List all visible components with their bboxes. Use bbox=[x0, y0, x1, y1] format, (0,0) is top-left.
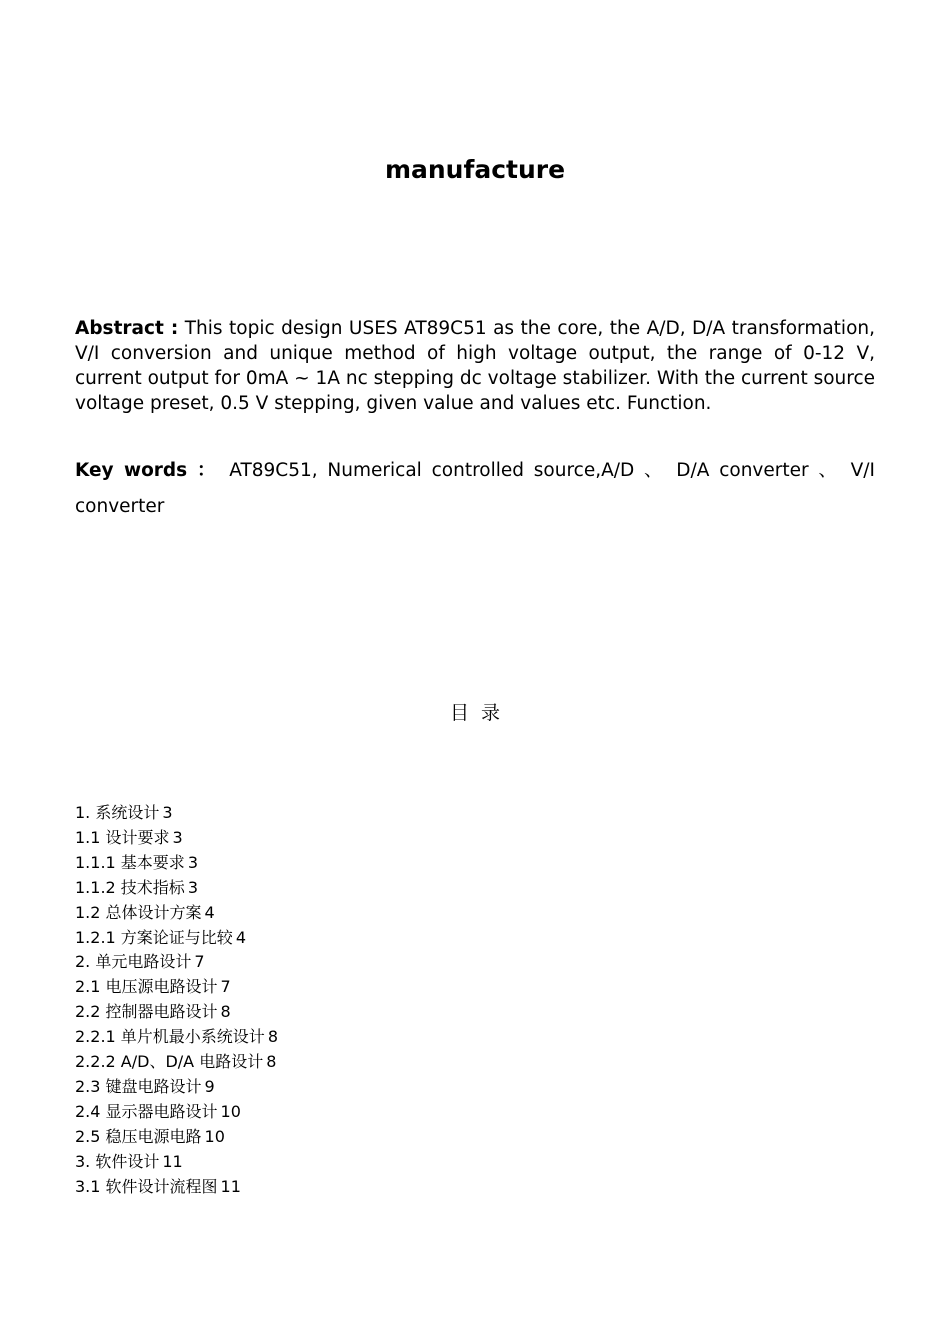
toc-entry[interactable] bbox=[75, 1050, 575, 1075]
toc-entry[interactable] bbox=[75, 876, 575, 901]
toc-entry-page: 8 bbox=[266, 1052, 277, 1072]
abstract-label: Abstract : bbox=[75, 318, 179, 339]
keywords-paragraph bbox=[75, 453, 875, 525]
toc-entry-page: 11 bbox=[220, 1176, 241, 1196]
abstract-text: This topic design USES AT89C51 as the core, the A/D, D/A transformation, V/I conversion and unique method of high voltage output, the range of 0-12 V, current output for 0mA ~ 1A nc stepping dc voltage stabilizer. With the current source voltage preset, 0.5 V stepping, given value and values etc. Function. bbox=[75, 318, 876, 414]
toc-entry-title: 1. 系统设计 bbox=[75, 803, 160, 822]
keywords-separator: ： bbox=[196, 460, 220, 481]
keywords-label: Key words bbox=[75, 460, 188, 481]
toc-entry-page: 3 bbox=[187, 852, 198, 872]
toc-entry-page: 4 bbox=[204, 902, 215, 922]
toc-entry-title: 2.2.1 单片机最小系统设计 bbox=[75, 1027, 265, 1047]
toc-entry-title: 3. 软件设计 bbox=[75, 1151, 160, 1171]
toc-entry[interactable] bbox=[75, 901, 575, 926]
toc-entry[interactable] bbox=[75, 1000, 575, 1025]
toc-entry-page: 11 bbox=[162, 1151, 183, 1171]
toc-entry-page: 3 bbox=[172, 827, 183, 847]
toc-entry-title: 2.2 控制器电路设计 bbox=[75, 1002, 218, 1022]
toc-entry[interactable] bbox=[75, 851, 575, 876]
toc-entry[interactable] bbox=[75, 1125, 575, 1150]
toc-entry-title: 3.1 软件设计流程图 bbox=[75, 1176, 218, 1196]
toc-entry-title: 2.3 键盘电路设计 bbox=[75, 1076, 202, 1096]
toc-entry[interactable] bbox=[75, 1025, 575, 1050]
toc-entry-page: 3 bbox=[162, 803, 173, 822]
abstract-paragraph bbox=[75, 316, 875, 416]
toc-entry-title: 1.2 总体设计方案 bbox=[75, 902, 202, 922]
toc-heading: 目 录 bbox=[449, 702, 501, 724]
toc-entry-page: 9 bbox=[204, 1076, 215, 1096]
toc-entry[interactable] bbox=[75, 926, 575, 951]
keywords-text: AT89C51, Numerical controlled source,A/D 、 D/A converter 、 V/I converter bbox=[75, 460, 875, 517]
toc-entry-page: 8 bbox=[220, 1002, 231, 1022]
document-title: manufacture bbox=[384, 155, 566, 184]
toc-entry-title: 2.4 显示器电路设计 bbox=[75, 1101, 218, 1121]
toc-entry-page: 10 bbox=[204, 1126, 225, 1146]
toc-entry-title: 1.2.1 方案论证与比较 bbox=[75, 927, 233, 947]
toc-entry-title: 1.1.2 技术指标 bbox=[75, 877, 185, 897]
toc-entry-title: 1.1.1 基本要求 bbox=[75, 852, 185, 872]
toc-entry[interactable] bbox=[75, 826, 575, 851]
toc-entry-title: 2. 单元电路设计 bbox=[75, 952, 192, 972]
toc-entry-page: 10 bbox=[220, 1101, 241, 1121]
toc-entry[interactable] bbox=[75, 1175, 575, 1200]
toc-entry[interactable] bbox=[75, 1075, 575, 1100]
toc-entry[interactable] bbox=[75, 1150, 575, 1175]
table-of-contents bbox=[75, 801, 575, 1200]
toc-entry[interactable] bbox=[75, 950, 575, 975]
toc-entry-page: 4 bbox=[235, 927, 246, 947]
toc-entry-page: 7 bbox=[194, 952, 205, 972]
toc-entry[interactable] bbox=[75, 975, 575, 1000]
toc-entry-title: 2.1 电压源电路设计 bbox=[75, 977, 218, 997]
toc-entry-title: 2.2.2 A/D、D/A 电路设计 bbox=[75, 1052, 264, 1072]
toc-entry-page: 8 bbox=[267, 1027, 278, 1047]
toc-entry[interactable] bbox=[75, 801, 575, 826]
toc-entry-page: 7 bbox=[220, 977, 231, 997]
toc-entry-title: 1.1 设计要求 bbox=[75, 827, 170, 847]
toc-entry-page: 3 bbox=[187, 877, 198, 897]
toc-entry[interactable] bbox=[75, 1100, 575, 1125]
toc-entry-title: 2.5 稳压电源电路 bbox=[75, 1126, 202, 1146]
